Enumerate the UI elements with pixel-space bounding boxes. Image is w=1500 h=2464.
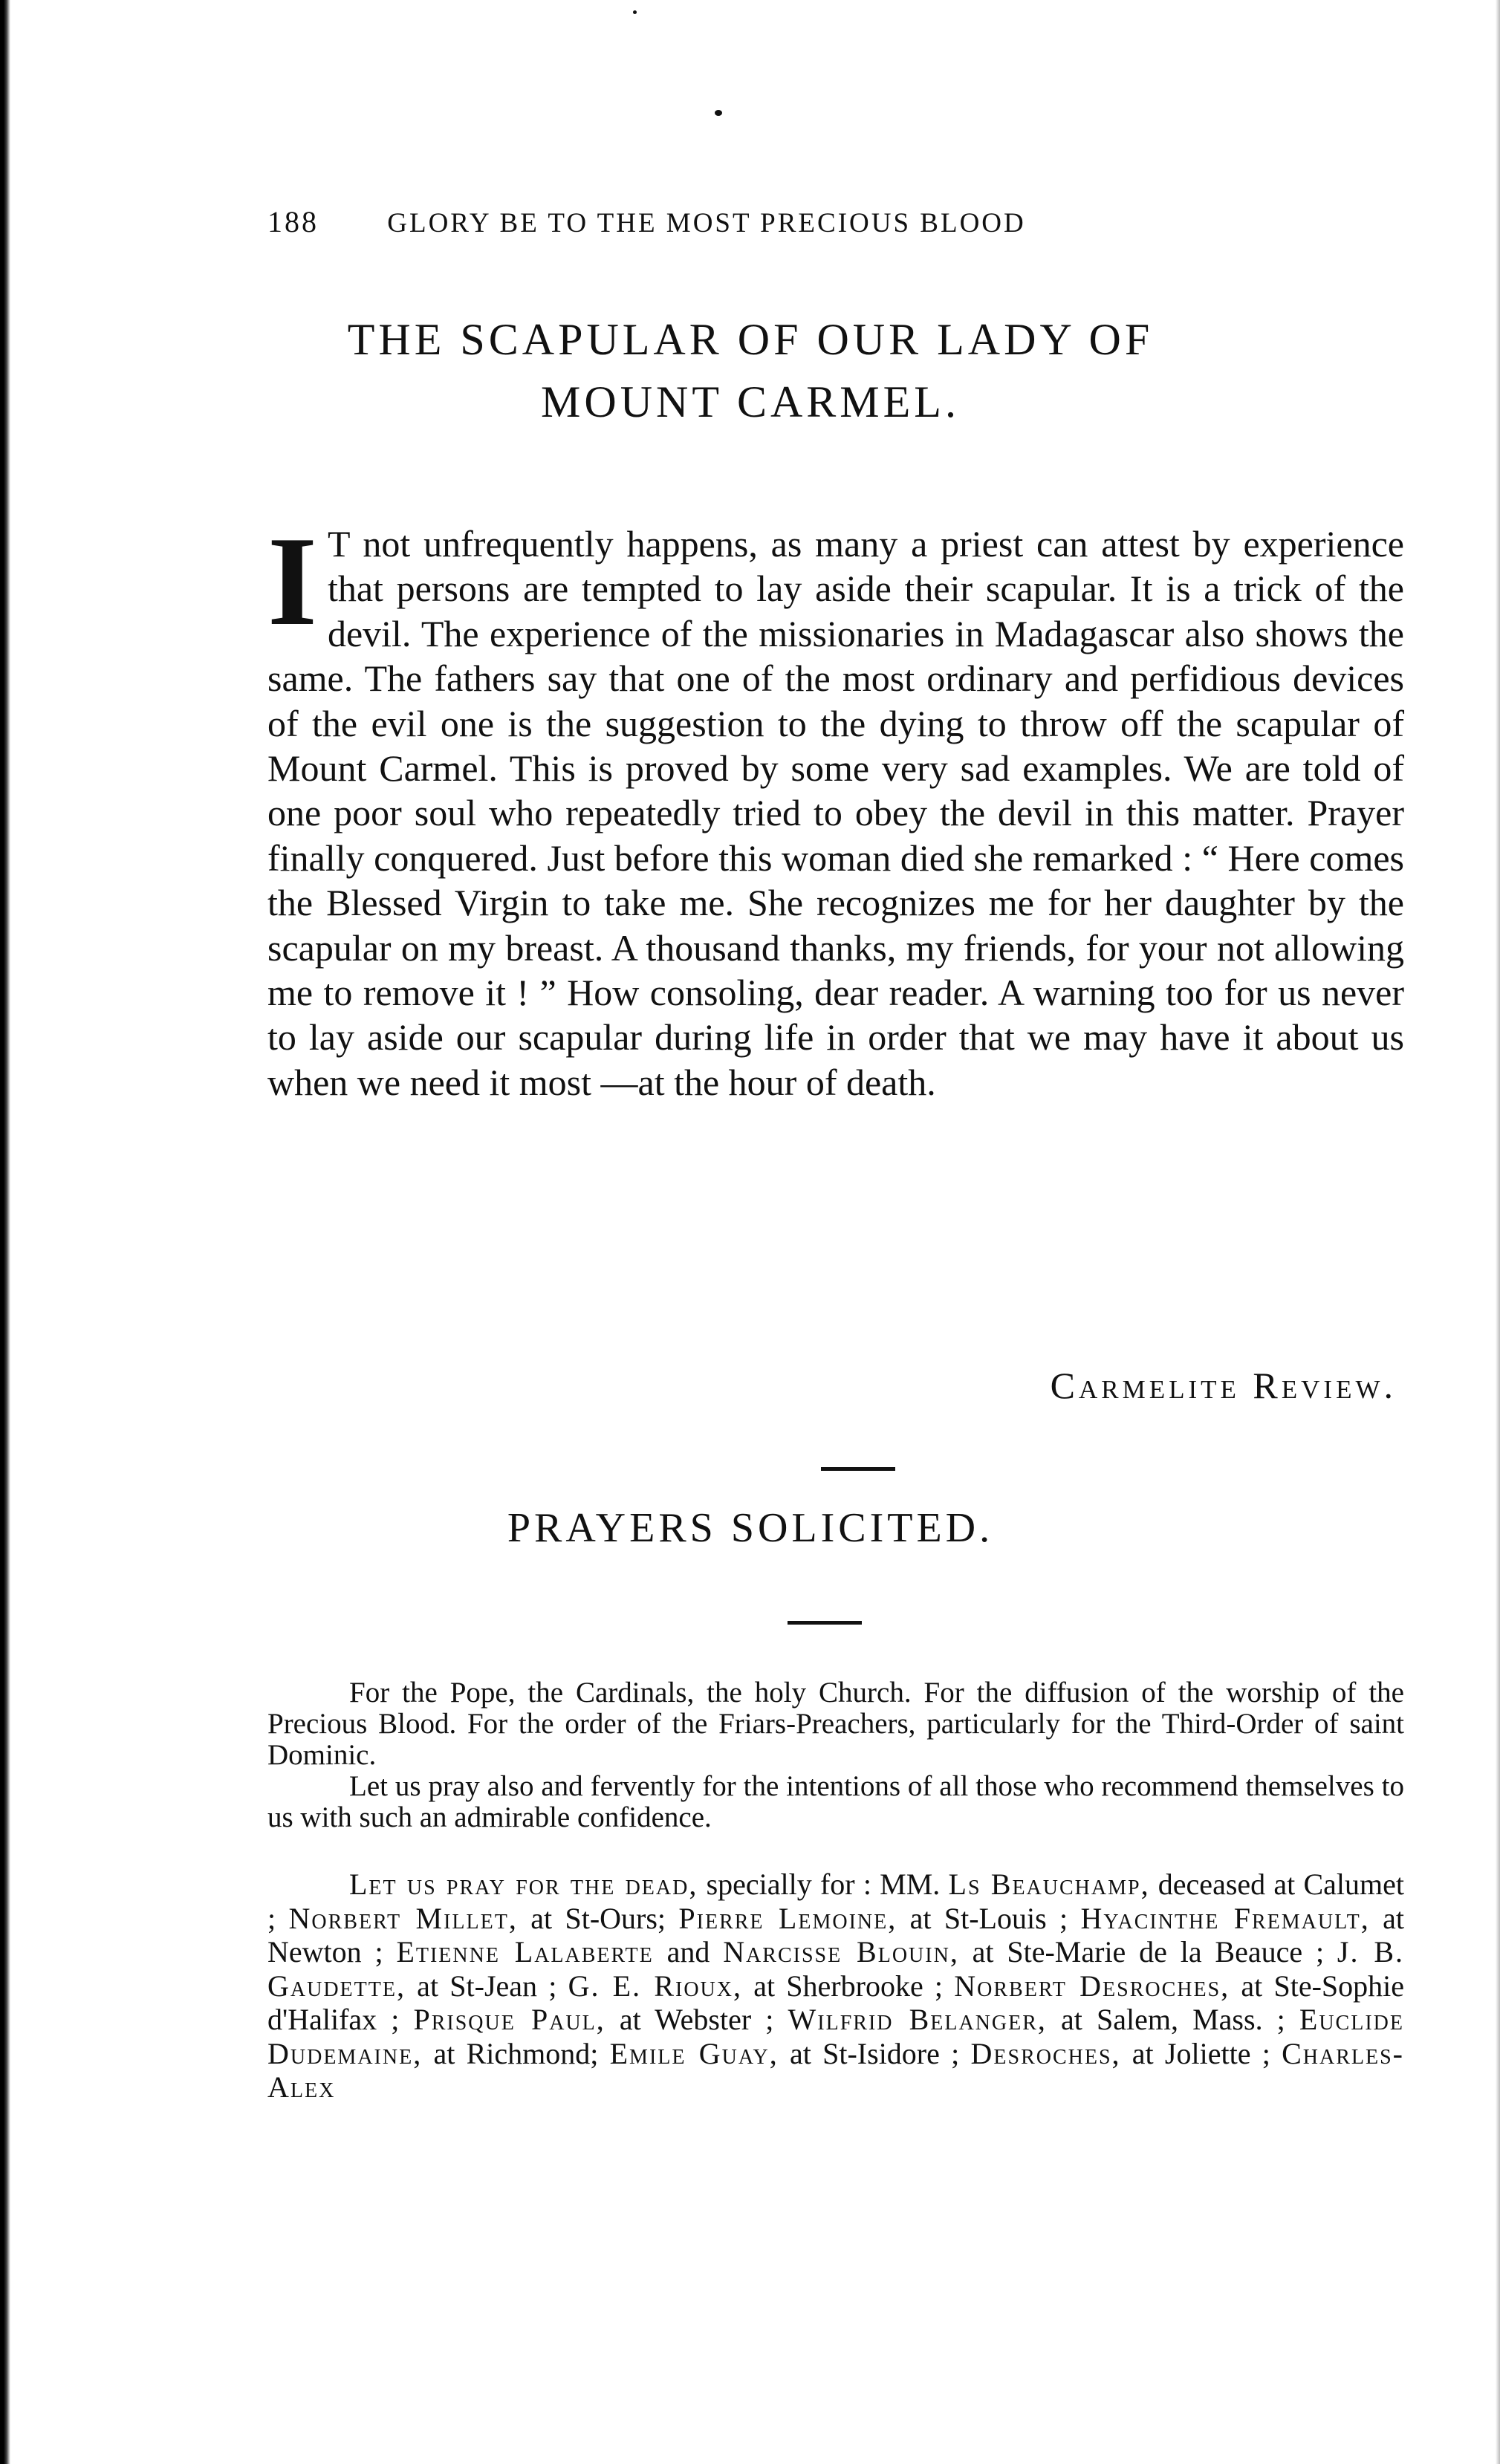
deceased-place: at Sherbrooke ;	[742, 1969, 955, 2003]
deceased-place: at Ste-Marie de la Beauce ;	[958, 1935, 1337, 1969]
page-edge-left	[0, 0, 10, 2464]
deceased-place: at Webster ;	[605, 2003, 788, 2036]
deceased-place: at Salem, Mass. ;	[1046, 2003, 1299, 2036]
section-divider	[788, 1621, 862, 1625]
section-title: PRAYERS SOLICITED.	[507, 1505, 994, 1551]
drop-cap: I	[267, 511, 317, 652]
deceased-place: at St-Jean ;	[405, 1969, 568, 2003]
article-attribution: Carmelite Review.	[1050, 1365, 1397, 1406]
deceased-name: Prisque Paul,	[413, 2003, 605, 2036]
article-title-line2: MOUNT CARMEL.	[541, 377, 960, 426]
ink-speck	[715, 110, 722, 116]
deceased-place: at Richmond;	[422, 2036, 610, 2070]
deceased-place: at St-Isidore ;	[778, 2036, 971, 2070]
prayers-for-dead	[267, 1867, 1404, 2104]
article-text: T not unfrequently happens, as many a priest can attest by experience that persons are tempted to lay aside their scapular. It is a trick of the devil. The experience of the missionaries in Madagascar also shows the same. The fathers say that one of the most ordinary and perfidious devices of the evil one is the suggestion to the dying to throw off the scapular of Mount Carmel. This is proved by some very sad examples. We are told of one poor soul who repeatedly tried to obey the devil in this matter. Prayer finally conquered. Just before this woman died she remarked : “ Here comes the Blessed Virgin to take me. She recognizes me for her daughter by the scapular on my breast. A thousand thanks, my friends, for your not allowing me to remove it ! ” How consoling, dear reader. A warning too for us never to lay aside our scapular during life in order that we may have it about us when we need it most —at the hour of death.	[267, 523, 1404, 1103]
deceased-name: Pierre Lemoine,	[678, 1901, 897, 1935]
prayer-paragraph: Let us pray also and fervently for the intentions of all those who recommend themselves to us with such an admirable confidence.	[267, 1770, 1404, 1833]
deceased-name: Emile Guay,	[609, 2036, 779, 2070]
deceased-name: Norbert Millet,	[288, 1901, 518, 1935]
deceased-name: Narcisse Blouin,	[723, 1935, 959, 1969]
ink-speck	[633, 10, 637, 14]
deceased-place: at Joliette ;	[1120, 2036, 1282, 2070]
deceased-name: Charles-Alex	[267, 2036, 1405, 2104]
article-title	[267, 308, 1233, 433]
deceased-name: Euclide Dudemaine,	[267, 2003, 1404, 2070]
deceased-name: Hyacinthe Fremault,	[1080, 1901, 1370, 1935]
article-title-line1: THE SCAPULAR OF OUR LADY OF	[347, 315, 1154, 364]
deceased-name: Norbert Desroches,	[954, 1969, 1230, 2003]
deceased-place: at St-Ours;	[517, 1901, 679, 1935]
deceased-name: G. E. Rioux,	[568, 1969, 742, 2003]
deceased-place: deceased at Calumet ;	[267, 1867, 1404, 1935]
deceased-name: Desroches,	[970, 2036, 1121, 2070]
deceased-name: Etienne Lalaberte	[396, 1935, 654, 1969]
page-number: 188	[267, 205, 319, 238]
dead-lead: Let us pray for the dead,	[349, 1867, 698, 1901]
prayer-paragraph: For the Pope, the Cardinals, the holy Church. For the diffusion of the worship of the Precious Blood. For the order of the Friars-Preachers, particularly for the Third-Order of saint Dominic.	[267, 1677, 1404, 1771]
dead-intro: specially for : MM.	[698, 1867, 949, 1901]
deceased-place: at St-Louis ;	[897, 1901, 1081, 1935]
section-divider	[821, 1467, 895, 1471]
deceased-place: and	[653, 1935, 724, 1969]
page-edge-right	[1496, 0, 1500, 2464]
running-title: GLORY BE TO THE MOST PRECIOUS BLOOD	[387, 208, 1026, 238]
deceased-name: J. B. Gaudette,	[267, 1935, 1405, 2003]
article-body	[267, 511, 1404, 1105]
deceased-place: at Ste-Sophie d'Halifax ;	[267, 1969, 1405, 2036]
deceased-name: Wilfrid Belanger,	[788, 2003, 1047, 2036]
deceased-name: Ls Beauchamp,	[948, 1867, 1150, 1901]
running-head	[267, 204, 1233, 239]
prayer-intentions	[267, 1677, 1404, 1833]
deceased-place: at Newton ;	[267, 1901, 1404, 1969]
